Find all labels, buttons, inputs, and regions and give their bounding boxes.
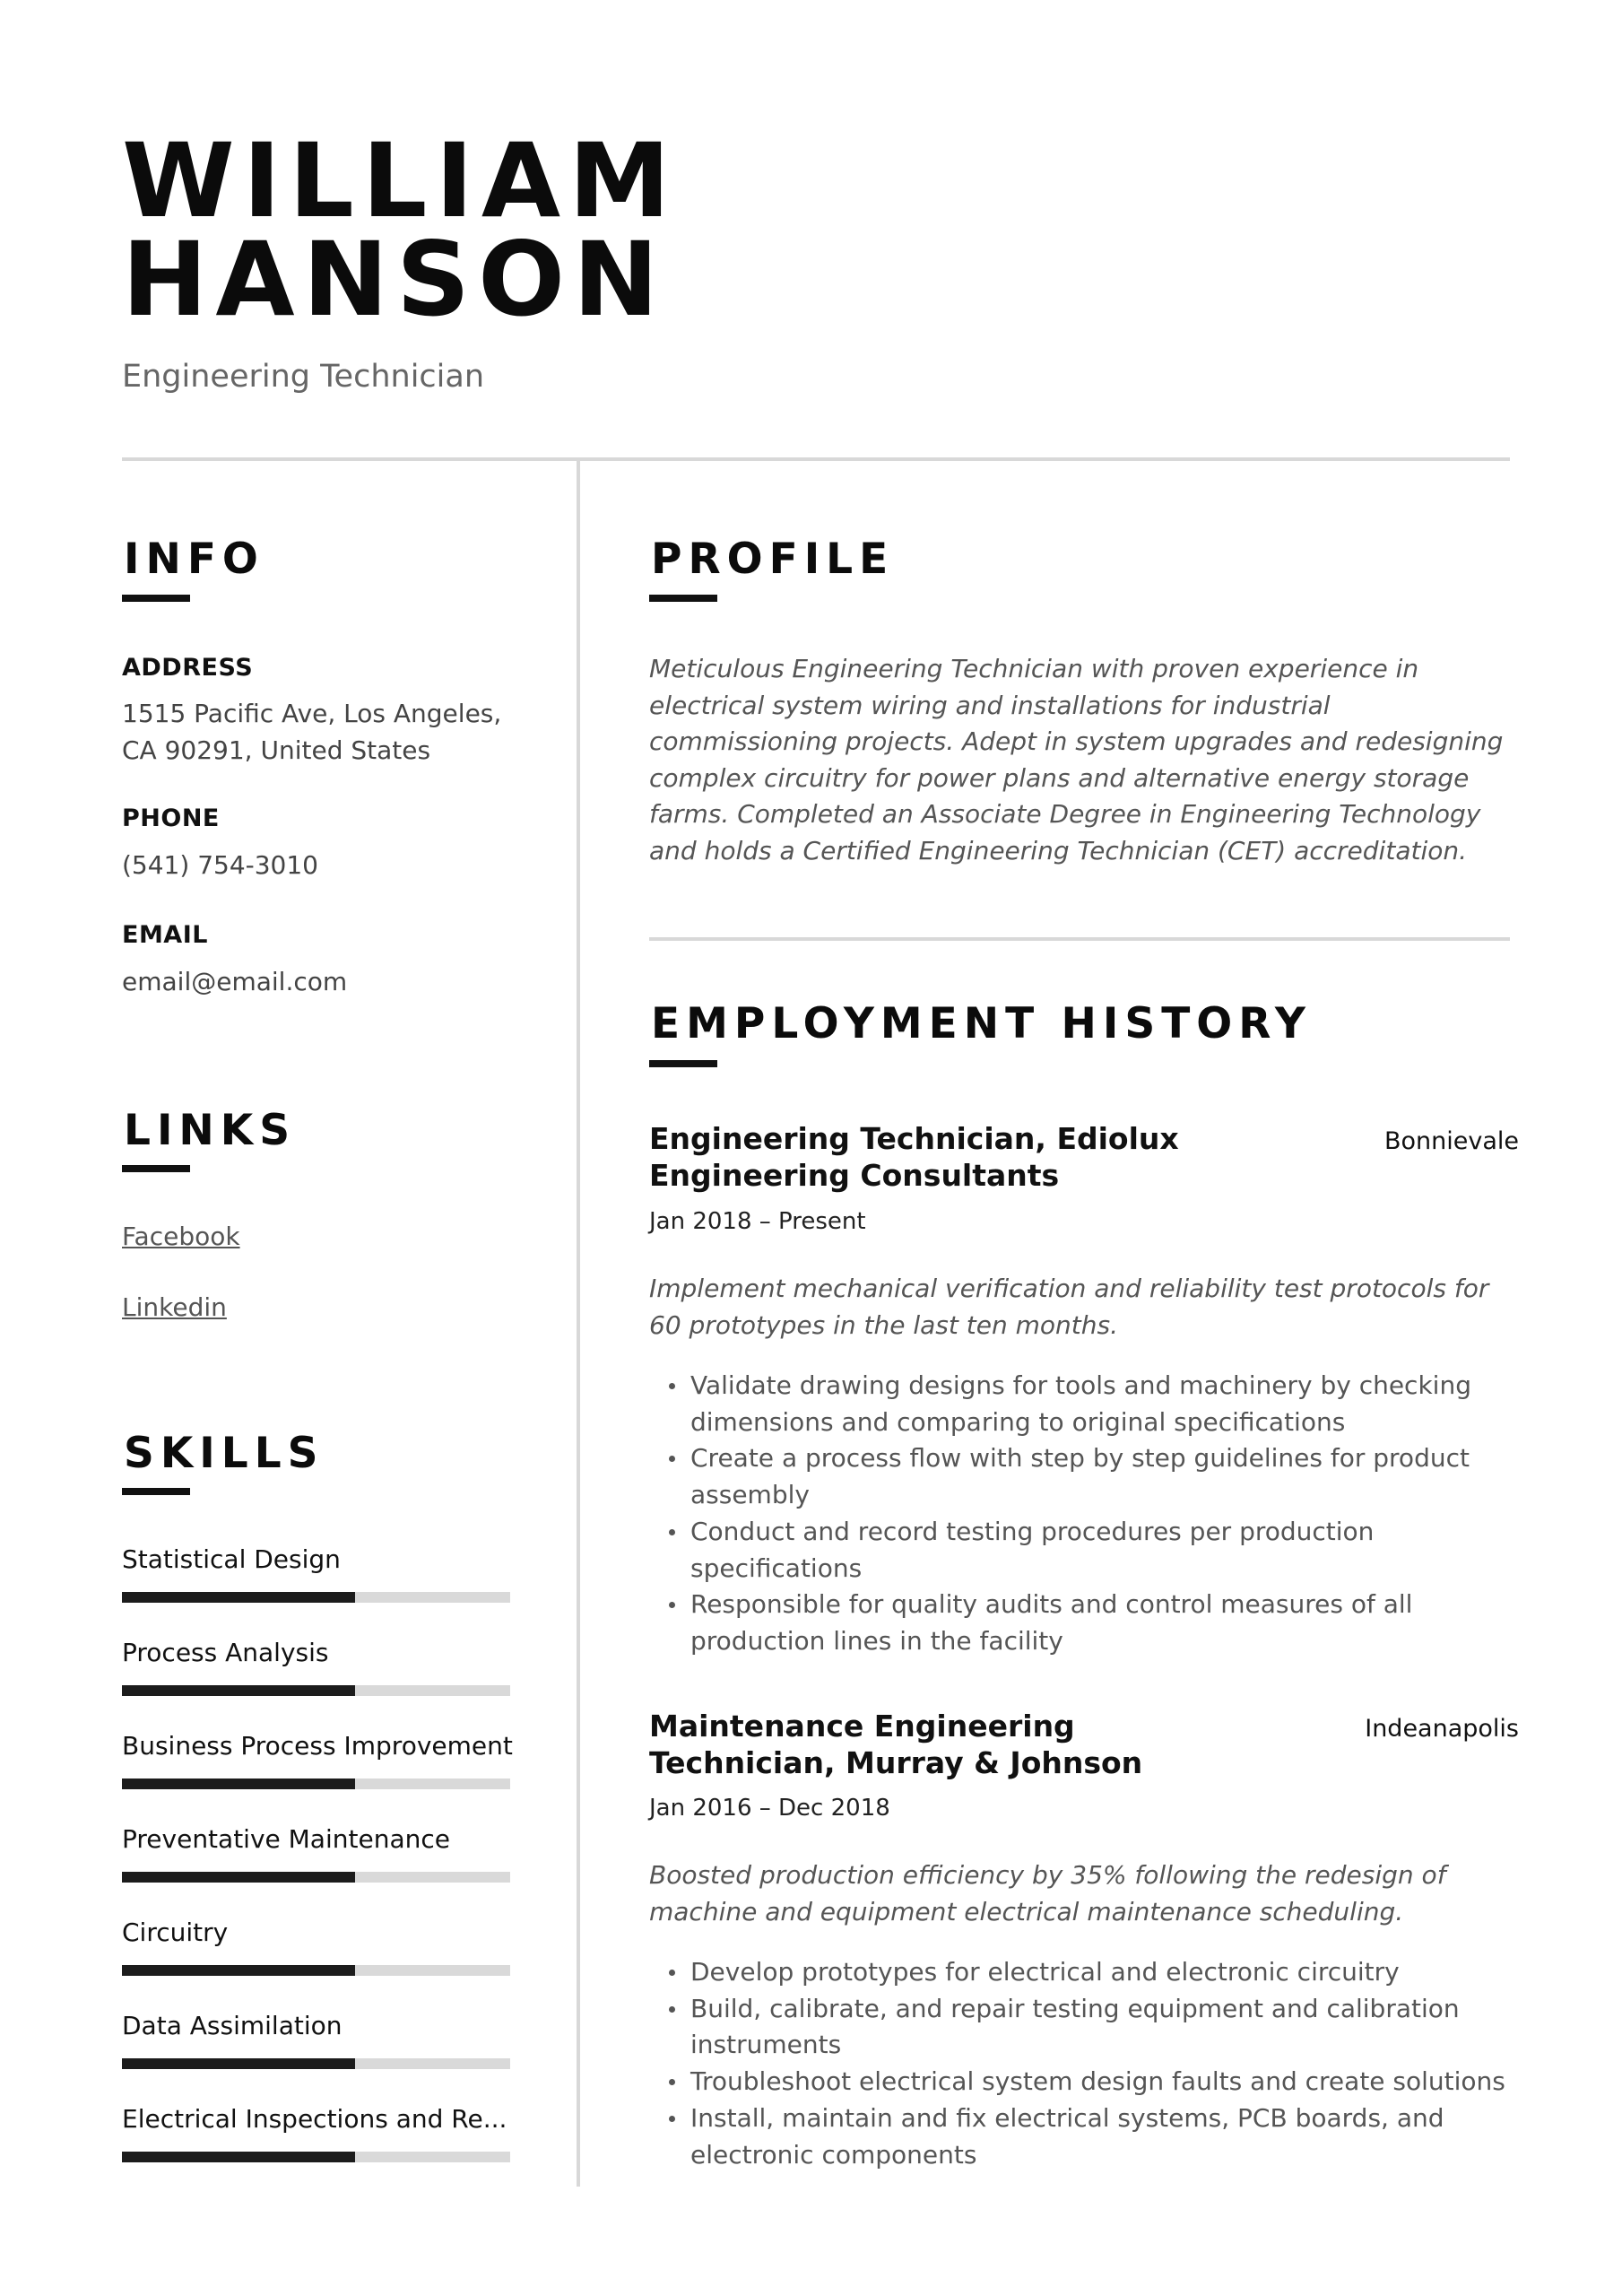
job-summary-2: Boosted production efficiency by 35% following the redesign of machine and equipment electrical maintenance scheduling.	[649, 1860, 1446, 1926]
profile-heading-bar	[649, 595, 717, 602]
list-item: Install, maintain and fix electrical systems, PCB boards, and electronic components	[649, 2100, 1537, 2173]
job-title-2: Maintenance Engineering Technician, Murray & Johnson	[649, 1709, 1143, 1780]
skill-name: Statistical Design	[122, 1544, 341, 1574]
skill-name: Data Assimilation	[122, 2011, 343, 2040]
job-title: Engineering Technician	[122, 359, 485, 395]
link-facebook[interactable]: Facebook	[122, 1222, 240, 1251]
profile-text: Meticulous Engineering Technician with proven experience in electrical system wiring and installations for industrial commissioning projects. Adept in system upgrades and redesigning complex circuitry for power plans and alternative energy storage farms. Completed an Associate Degree in Engineering Technology and holds a Certified Engineering Technician (CET) accreditation.	[649, 654, 1504, 865]
job-dates-2: Jan 2016 – Dec 2018	[649, 1795, 890, 1822]
skill-level-bar	[122, 1779, 510, 1789]
skill-level-bar	[122, 2058, 510, 2069]
list-item: Troubleshoot electrical system design faults and create solutions	[649, 2064, 1537, 2100]
list-item: Conduct and record testing procedures per production specifications	[649, 1514, 1537, 1587]
header-divider	[122, 457, 1510, 461]
skill-level-bar	[122, 2152, 510, 2162]
profile-heading: PROFILE	[651, 535, 895, 584]
name-last: HANSON	[122, 220, 667, 339]
job-location-2: Indeanapolis	[1365, 1715, 1519, 1743]
list-item: Develop prototypes for electrical and electronic circuitry	[649, 1954, 1537, 1991]
link-linkedin[interactable]: Linkedin	[122, 1292, 227, 1322]
profile-divider	[649, 937, 1510, 941]
job-bullets-2	[649, 1954, 1537, 2173]
name-first: WILLIAM	[122, 121, 679, 240]
skill-level-fill	[122, 1965, 355, 1976]
list-item: Create a process flow with step by step guidelines for product assembly	[649, 1440, 1537, 1513]
skill-level-fill	[122, 1685, 355, 1696]
skills-heading: SKILLS	[124, 1429, 325, 1478]
address-line-1: 1515 Pacific Ave, Los Angeles,	[122, 699, 502, 728]
column-divider	[577, 461, 580, 2187]
links-heading: LINKS	[124, 1106, 297, 1155]
employment-heading-bar	[649, 1060, 717, 1067]
skill-level-fill	[122, 2152, 355, 2162]
job-summary-1: Implement mechanical verification and reliability test protocols for 60 prototypes in the last ten months.	[649, 1274, 1489, 1340]
skill-level-bar	[122, 1872, 510, 1883]
job-location-1: Bonnievale	[1383, 1127, 1519, 1155]
skill-level-fill	[122, 1872, 355, 1883]
info-heading: INFO	[124, 535, 265, 584]
email-value: email@email.com	[122, 967, 348, 996]
skill-level-fill	[122, 2058, 355, 2069]
list-item: Responsible for quality audits and control measures of all production lines in the facility	[649, 1587, 1537, 1659]
job-title-1: Engineering Technician, Ediolux Engineering Consultants	[649, 1121, 1179, 1193]
address-line-2: CA 90291, United States	[122, 735, 431, 765]
job-bullets-1	[649, 1368, 1537, 1660]
skills-heading-bar	[122, 1488, 190, 1495]
job-dates-1: Jan 2018 – Present	[649, 1208, 866, 1235]
address-label: ADDRESS	[122, 654, 254, 682]
phone-label: PHONE	[122, 804, 220, 832]
skill-level-fill	[122, 1779, 355, 1789]
employment-heading: EMPLOYMENT HISTORY	[651, 999, 1312, 1048]
list-item: Build, calibrate, and repair testing equipment and calibration instruments	[649, 1991, 1537, 2064]
list-item: Validate drawing designs for tools and machinery by checking dimensions and comparing to original specifications	[649, 1368, 1537, 1440]
skill-name: Circuitry	[122, 1918, 229, 1947]
skill-level-fill	[122, 1592, 355, 1603]
skill-name: Electrical Inspections and Re...	[122, 2104, 507, 2134]
skill-name: Business Process Improvement	[122, 1731, 513, 1761]
phone-value: (541) 754-3010	[122, 850, 318, 880]
skill-level-bar	[122, 1965, 510, 1976]
skill-name: Preventative Maintenance	[122, 1824, 450, 1854]
skill-level-bar	[122, 1685, 510, 1696]
info-heading-bar	[122, 595, 190, 602]
skill-level-bar	[122, 1592, 510, 1603]
links-heading-bar	[122, 1165, 190, 1172]
skill-name: Process Analysis	[122, 1638, 329, 1667]
email-label: EMAIL	[122, 921, 208, 949]
